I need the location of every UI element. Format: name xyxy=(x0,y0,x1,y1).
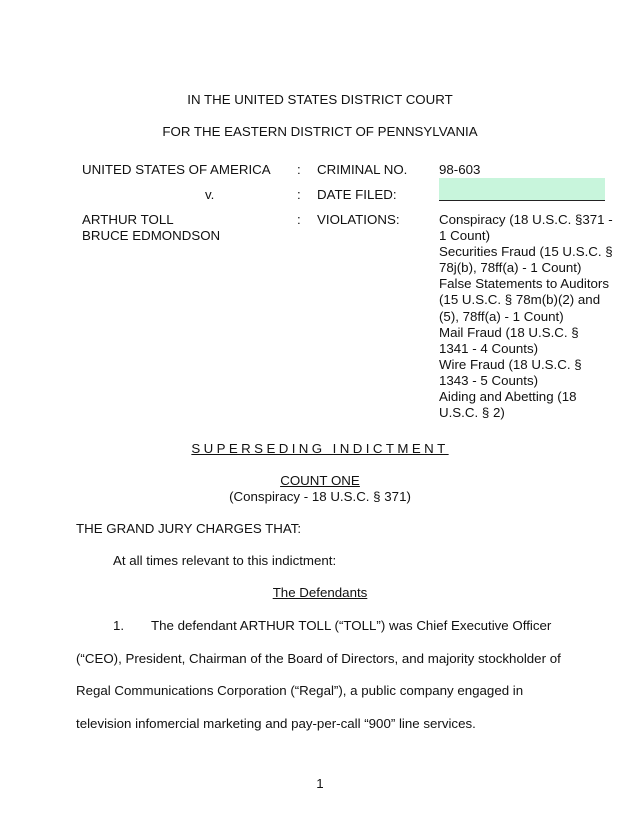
count-subheading: (Conspiracy - 18 U.S.C. § 371) xyxy=(229,489,411,504)
violation-line: 1341 - 4 Counts) xyxy=(439,340,539,356)
violations-label: VIOLATIONS: xyxy=(317,212,400,227)
court-name: IN THE UNITED STATES DISTRICT COURT xyxy=(187,92,453,107)
violation-line: Conspiracy (18 U.S.C. §371 - xyxy=(439,212,613,227)
violation-line: 1343 - 5 Counts) xyxy=(439,372,539,388)
defendant-name: BRUCE EDMONDSON xyxy=(82,228,221,243)
plaintiff-name: UNITED STATES OF AMERICA xyxy=(82,162,271,177)
section-heading: The Defendants xyxy=(272,585,368,600)
violation-line: (5), 78ff(a) - 1 Count) xyxy=(439,308,564,324)
caption-colon: : xyxy=(297,212,301,227)
paragraph-line: The defendant ARTHUR TOLL (“TOLL”) was Chief Executive Officer xyxy=(151,618,552,633)
court-district: FOR THE EASTERN DISTRICT OF PENNSYLVANIA xyxy=(162,124,478,139)
violations-list xyxy=(439,212,614,421)
violation-line: 1 Count) xyxy=(439,228,490,244)
charges-intro: THE GRAND JURY CHARGES THAT: xyxy=(76,521,302,536)
violation-line: (15 U.S.C. § 78m(b)(2) and xyxy=(439,292,601,308)
violation-line: Mail Fraud (18 U.S.C. § xyxy=(439,324,579,340)
caption-colon: : xyxy=(297,187,301,202)
violation-line: U.S.C. § 2) xyxy=(439,405,505,421)
count-heading: COUNT ONE xyxy=(280,473,360,488)
relevant-times: At all times relevant to this indictment: xyxy=(113,553,337,568)
document-title: SUPERSEDING INDICTMENT xyxy=(191,441,449,456)
paragraph-line: (“CEO), President, Chairman of the Board of Directors, and majority stockholder of xyxy=(76,651,561,666)
page-number: 1 xyxy=(316,776,324,791)
criminal-no-value: 98-603 xyxy=(439,162,481,177)
violation-line: Securities Fraud (15 U.S.C. § xyxy=(439,244,613,260)
violation-line: False Statements to Auditors xyxy=(439,276,609,292)
violation-line: Aiding and Abetting (18 xyxy=(439,389,577,405)
versus: v. xyxy=(205,187,215,202)
criminal-no-label: CRIMINAL NO. xyxy=(317,162,408,177)
violation-line: Wire Fraud (18 U.S.C. § xyxy=(439,356,582,372)
violation-line: 78j(b), 78ff(a) - 1 Count) xyxy=(439,260,582,276)
date-filed-field xyxy=(439,178,605,201)
paragraph-number: 1. xyxy=(113,618,125,633)
paragraph-line: television infomercial marketing and pay-per-call “900” line services. xyxy=(76,716,476,731)
caption-colon: : xyxy=(297,162,301,177)
paragraph-line: Regal Communications Corporation (“Regal”), a public company engaged in xyxy=(76,683,524,698)
defendant-name: ARTHUR TOLL xyxy=(82,212,174,227)
date-filed-label: DATE FILED: xyxy=(317,187,397,202)
